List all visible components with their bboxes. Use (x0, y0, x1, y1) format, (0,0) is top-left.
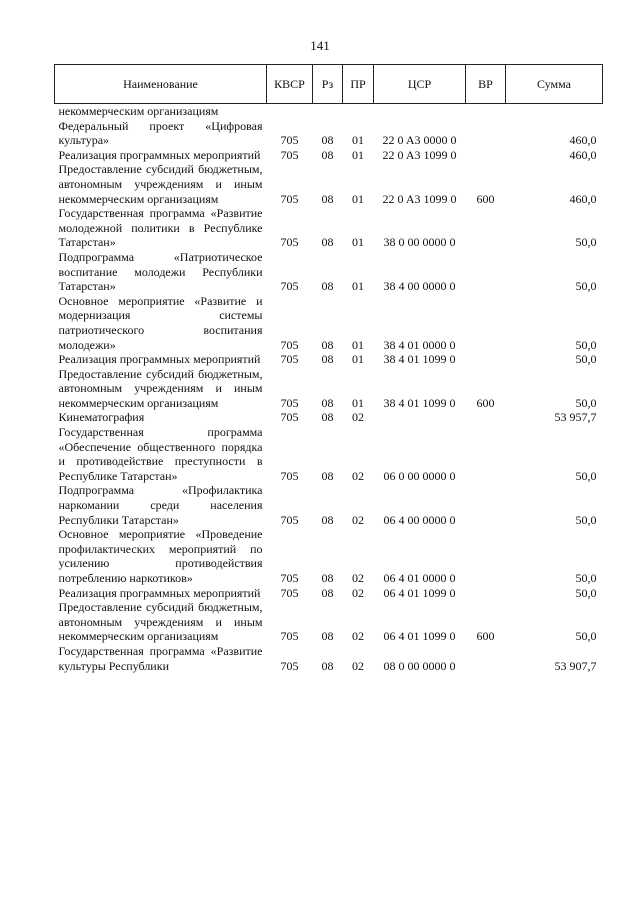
cell-sum: 50,0 (575, 337, 597, 352)
cell-rz: 08 (321, 585, 334, 600)
table-row (55, 586, 603, 601)
cell-csr: 06 4 01 0000 0 (383, 571, 456, 585)
cell-csr: 38 4 01 0000 0 (383, 337, 456, 352)
cell-csr: 22 0 A3 1099 0 (382, 191, 457, 206)
header-name: Наименование (55, 65, 267, 104)
cell-csr: 06 4 01 1099 0 (383, 585, 456, 600)
cell-rz: 08 (321, 133, 334, 148)
cell-name: Подпрограмма «Профилактика наркомании среди населения Республики Татарстан» (58, 483, 263, 527)
cell-kvsr: 705 (280, 629, 299, 644)
cell-name: Предоставление субсидий бюджетным, автономным учреждениям и иным некоммерческим организациям (58, 366, 263, 410)
cell-kvsr: 705 (280, 585, 299, 600)
cell-kvsr: 705 (280, 410, 299, 425)
cell-name: Предоставление субсидий бюджетным, автономным учреждениям и иным некоммерческим организациям (58, 162, 263, 206)
cell-sum: 50,0 (575, 512, 597, 527)
budget-table (54, 64, 603, 673)
table-row (55, 527, 603, 585)
cell-sum: 53 907,7 (554, 658, 597, 673)
cell-vr: 600 (476, 191, 495, 206)
cell-kvsr: 705 (280, 658, 299, 673)
cell-vr (466, 644, 506, 673)
cell-name: Государственная программа «Развитие молодежной политики в Республике Татарстан» (58, 206, 263, 250)
cell-name: Реализация программных мероприятий (58, 147, 261, 162)
table-row (55, 483, 603, 527)
cell-csr (374, 410, 466, 425)
cell-vr (466, 352, 506, 367)
table-row (55, 425, 603, 483)
cell-sum: 53 957,7 (554, 410, 597, 425)
header-csr: ЦСР (374, 65, 466, 104)
cell-pr: 01 (352, 352, 364, 367)
cell-kvsr: 705 (280, 279, 299, 294)
table-row (55, 250, 603, 294)
table-row (55, 367, 603, 411)
cell-kvsr: 705 (280, 395, 299, 410)
cell-rz: 08 (321, 410, 334, 425)
cell-pr: 01 (352, 235, 364, 250)
cell-rz: 08 (321, 629, 334, 644)
cell-sum: 460,0 (569, 191, 597, 206)
cell-pr: 02 (352, 468, 364, 483)
table-row (55, 352, 603, 367)
header-kvsr: КВСР (267, 65, 313, 104)
cell-sum: 50,0 (575, 585, 597, 600)
cell-pr: 02 (352, 658, 364, 673)
cell-kvsr: 705 (280, 337, 299, 352)
cell-sum: 50,0 (575, 395, 597, 410)
table-row (55, 644, 603, 673)
cell-sum: 50,0 (575, 279, 597, 294)
cell-kvsr: 705 (280, 571, 299, 585)
cell-pr: 02 (352, 629, 364, 644)
cell-rz: 08 (321, 512, 334, 527)
cell-name: Предоставление субсидий бюджетным, автономным учреждениям и иным некоммерческим организациям (58, 600, 263, 644)
table-body (55, 104, 603, 674)
page-number: 141 (310, 38, 330, 53)
cell-kvsr: 705 (280, 512, 299, 527)
cell-rz: 08 (321, 337, 334, 352)
cell-kvsr: 705 (280, 191, 299, 206)
cell-name: Государственная программа «Развитие культуры Республики (58, 643, 263, 673)
table-row (55, 119, 603, 148)
cell-rz: 08 (321, 395, 334, 410)
table-row (55, 162, 603, 206)
cell-vr: 600 (476, 629, 495, 644)
header-rz: Рз (313, 65, 343, 104)
cell-kvsr: 705 (280, 468, 299, 483)
cell-sum: 50,0 (575, 629, 597, 644)
cell-kvsr: 705 (280, 147, 299, 162)
table-row (55, 148, 603, 163)
cell-rz: 08 (321, 235, 334, 250)
cell-csr: 38 4 00 0000 0 (383, 279, 456, 294)
cell-rz: 08 (321, 658, 334, 673)
cell-rz: 08 (321, 191, 334, 206)
cell-pr: 01 (352, 337, 364, 352)
cell-pr: 01 (352, 279, 364, 294)
cell-name: некоммерческим организациям (58, 104, 219, 118)
cell-vr (466, 425, 506, 483)
cell-sum: 50,0 (575, 352, 597, 367)
cell-name: Кинематография (58, 410, 145, 425)
cell-name: Федеральный проект «Цифровая культура» (58, 118, 263, 148)
cell-kvsr: 705 (280, 133, 299, 148)
cell-rz: 08 (321, 468, 334, 483)
cell-pr: 01 (352, 395, 364, 410)
cell-csr: 38 4 01 1099 0 (383, 395, 456, 410)
cell-sum: 460,0 (569, 133, 597, 148)
cell-vr (466, 586, 506, 601)
cell-pr (343, 104, 374, 119)
cell-vr: 600 (476, 395, 495, 410)
cell-vr (466, 527, 506, 585)
cell-rz: 08 (321, 571, 334, 585)
table-row (55, 206, 603, 250)
cell-rz: 08 (321, 147, 334, 162)
cell-rz: 08 (321, 352, 334, 367)
cell-csr: 22 0 A3 0000 0 (382, 133, 457, 148)
cell-vr (466, 148, 506, 163)
cell-kvsr: 705 (280, 235, 299, 250)
cell-name: Основное мероприятие «Проведение профилактических мероприятий по усилению противодействия потреблению наркотиков» (58, 527, 263, 585)
cell-csr: 38 4 01 1099 0 (383, 352, 456, 367)
cell-vr (466, 410, 506, 425)
cell-vr (466, 119, 506, 148)
cell-pr: 02 (352, 410, 364, 425)
cell-name: Государственная программа «Обеспечение общественного порядка и противодействие преступности в Республике Татарстан» (58, 425, 263, 483)
cell-pr: 01 (352, 147, 364, 162)
cell-name: Подпрограмма «Патриотическое воспитание молодежи Республики Татарстан» (58, 249, 263, 294)
cell-pr: 02 (352, 512, 364, 527)
cell-name: Реализация программных мероприятий (58, 352, 261, 367)
cell-sum: 50,0 (575, 571, 597, 585)
cell-vr (466, 294, 506, 352)
table-row (55, 410, 603, 425)
cell-kvsr (267, 104, 313, 119)
cell-csr: 22 0 A3 1099 0 (382, 147, 457, 162)
cell-csr: 06 4 00 0000 0 (383, 512, 456, 527)
cell-pr: 01 (352, 133, 364, 148)
cell-sum: 50,0 (575, 468, 597, 483)
cell-vr (466, 250, 506, 294)
header-sum: Сумма (506, 65, 603, 104)
cell-sum: 460,0 (569, 147, 597, 162)
cell-csr (374, 104, 466, 119)
cell-pr: 02 (352, 585, 364, 600)
cell-sum (506, 104, 603, 119)
cell-rz: 08 (321, 279, 334, 294)
cell-kvsr: 705 (280, 352, 299, 367)
cell-vr (466, 206, 506, 250)
cell-rz (313, 104, 343, 119)
table-row (55, 294, 603, 352)
cell-sum: 50,0 (575, 235, 597, 250)
cell-name: Реализация программных мероприятий (58, 585, 261, 600)
table-row (55, 104, 603, 119)
cell-csr: 06 0 00 0000 0 (383, 468, 456, 483)
header-vr: ВР (466, 65, 506, 104)
header-pr: ПР (343, 65, 374, 104)
cell-vr (466, 483, 506, 527)
cell-csr: 38 0 00 0000 0 (383, 235, 456, 250)
cell-name: Основное мероприятие «Развитие и модернизация системы патриотического воспитания молодежи» (58, 293, 263, 352)
cell-pr: 02 (352, 571, 364, 585)
cell-pr: 01 (352, 191, 364, 206)
table-row (55, 600, 603, 644)
cell-vr (466, 104, 506, 119)
cell-csr: 08 0 00 0000 0 (383, 658, 456, 673)
table-header (55, 65, 603, 104)
cell-csr: 06 4 01 1099 0 (383, 629, 456, 644)
